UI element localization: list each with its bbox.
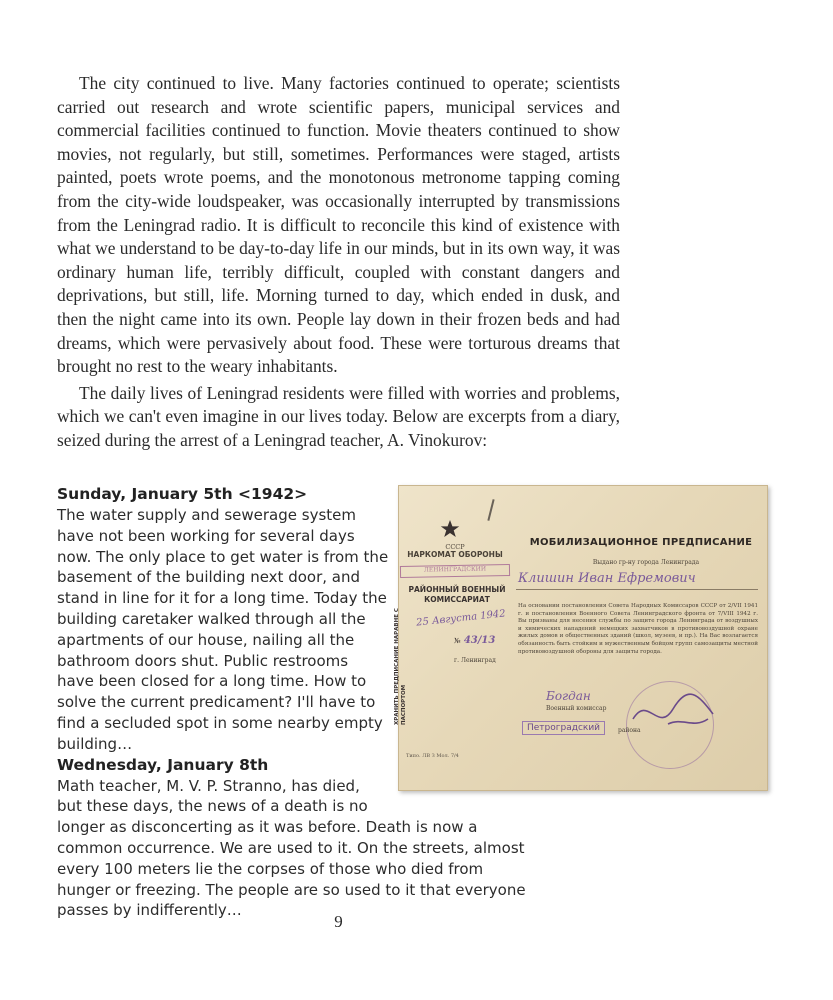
doc-number-value: 43/13 xyxy=(463,635,496,646)
doc-name-underline xyxy=(516,589,758,590)
diary-text-2: Math teacher, M. V. P. Stranno, has died, but these days, the news of a death is no longer as disconcerting as it was before. Death is now a common occurrence. We are used to it. On the streets, almost every 100 meters lie the corpses of those who died from hunger or freezing. The people are so used to it that everyone passes by indifferently… xyxy=(57,776,526,920)
doc-title: МОБИЛИЗАЦИОННОЕ ПРЕДПИСАНИЕ xyxy=(529,537,753,548)
doc-number-prefix: № xyxy=(454,637,461,645)
diary-heading-1: Sunday, January 5th <1942> xyxy=(57,485,308,503)
doc-left-header xyxy=(400,543,510,559)
doc-red-stamp: ЛЕНИНГРАДСКИЙ xyxy=(400,564,510,578)
doc-city: г. Ленинград xyxy=(454,657,496,664)
body-text xyxy=(57,72,620,453)
diary-text-1: The water supply and sewerage system have not been working for several days now. The only place to get water is from the basement of the building next door, and stand in line for it for a long time. Today the building caretaker walked through all the apartments of our house, nailing all the bathroom doors shut. Public restrooms have been closed for a long time. How to solve the current predicament? I'll have to find a secluded spot in some nearby empty building… xyxy=(57,506,389,753)
doc-body-text: На основании постановления Совета Народных Комиссаров СССР от 2/VII 1941 г. и постановления Военного Совета Ленинградского фронта от 7/VIII 1942 г. Вы призваны для несения службы по защите города Ленинграда от воздушных и химических нападений немецких захватчиков в противовоздушной охране жилых домов и общественных зданий (школ, музеев, и пр.). На Вас возлагается обязанность быть стойким и мужественным бойцом групп самозащиты местной противовоздушной обороны для защиты города. xyxy=(518,603,758,655)
doc-number xyxy=(454,635,495,646)
doc-print-info: Типо. ЛВ З Мол. 7/4 xyxy=(406,753,459,759)
star-icon xyxy=(440,519,460,539)
doc-role: Военный комиссар xyxy=(546,705,607,712)
doc-date-handwritten: 25 Августа 1942 xyxy=(415,608,507,629)
paragraph-2: The daily lives of Leningrad residents were filled with worries and problems, which we can't even imagine in our lives today. Below are excerpts from a diary, seized during the arrest of a Leningrad teacher, A. Vinokurov: xyxy=(57,382,620,450)
page-number: 9 xyxy=(334,912,343,931)
doc-ussr: СССР xyxy=(445,543,465,551)
doc-district-stamp: Петроградский xyxy=(522,721,605,735)
paragraph-1: The city continued to live. Many factories continued to operate; scientists carried out research and wrote scientific papers, municipal services and commercial facilities continued to function. Movie theaters continued to show movies, not regularly, but still, sometimes. Performances were staged, artists painted, poets wrote poems, and the monotonous metronome tapping coming from the city-wide loudspeaker, was occasionally interrupted by transmissions from the Leningrad radio. It is difficult to reconcile this kind of existence with what we understand to be day-to-day life in our minds, but in its own way, it was ordinary human life, terribly difficult, coupled with constant dangers and deprivations, but still, life. Morning turned to day, which ended in dusk, and then the night came into its own. People lay down in their frozen beds and had dreams, which were pervasively about food. These were torturous dreams that brought no rest to the weary inhabitants. xyxy=(57,73,620,377)
pen-mark xyxy=(487,499,494,521)
mobilization-order-image xyxy=(394,485,768,791)
doc-issued-to: Выдано гр-ну города Ленинграда xyxy=(592,559,700,566)
doc-commissariat: РАЙОННЫЙ ВОЕННЫЙ КОМИССАРИАТ xyxy=(408,585,506,604)
doc-vertical-text: ХРАНИТЬ ПРЕДПИСАНИЕ НАРАВНЕ С ПАСПОРТОМ xyxy=(394,608,407,725)
signature-scrawl-icon xyxy=(628,689,718,739)
doc-narkomat: НАРКОМАТ ОБОРОНЫ xyxy=(407,550,503,559)
doc-district-suffix: района xyxy=(618,727,641,734)
doc-signature: Богдан xyxy=(546,689,591,703)
doc-name-handwritten: Клишин Иван Ефремович xyxy=(518,571,696,586)
diary-heading-2: Wednesday, January 8th xyxy=(57,755,269,774)
